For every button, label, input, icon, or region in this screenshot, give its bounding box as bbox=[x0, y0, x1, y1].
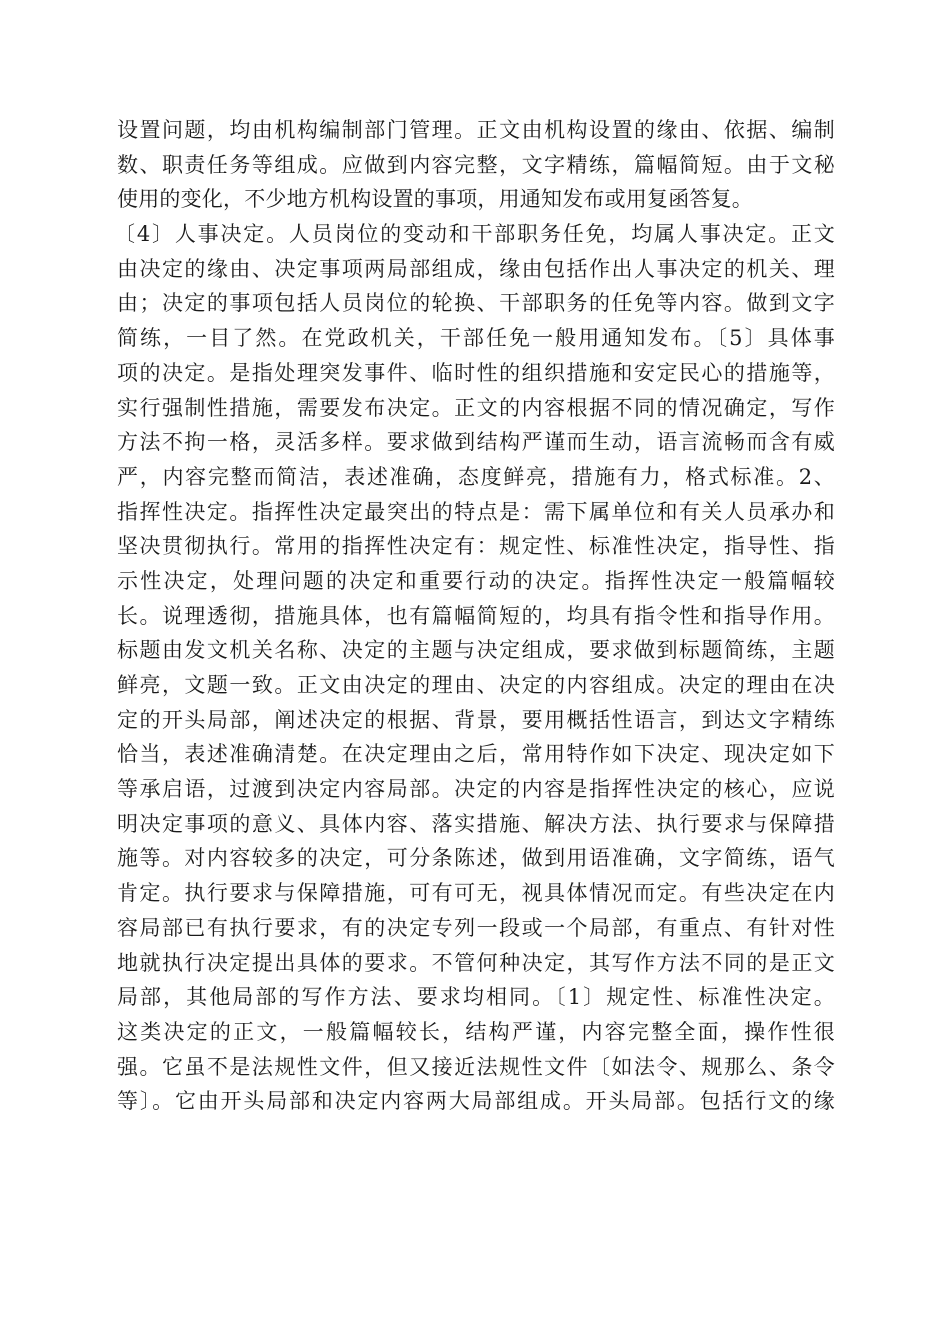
text-line: 由；决定的事项包括人员岗位的轮换、干部职务的任免等内容。做到文字 bbox=[117, 291, 835, 316]
text-line: 恰当，表述准确清楚。在决定理由之后，常用特作如下决定、现决定如下 bbox=[117, 742, 835, 767]
text-line: 设置问题，均由机构编制部门管理。正文由机构设置的缘由、依据、编制 bbox=[117, 118, 835, 142]
text-line: 坚决贯彻执行。常用的指挥性决定有：规定性、标准性决定，指导性、指 bbox=[117, 534, 835, 559]
text-line: 施等。对内容较多的决定，可分条陈述，做到用语准确，文字简练，语气 bbox=[117, 846, 835, 871]
text-line: 等〕。它由开头局部和决定内容两大局部组成。开头局部。包括行文的缘 bbox=[117, 1089, 835, 1114]
text-line: 简练，一目了然。在党政机关，干部任免一般用通知发布。〔5〕具体事 bbox=[117, 326, 835, 351]
body-text bbox=[114, 113, 835, 1119]
text-line: 由决定的缘由、决定事项两局部组成，缘由包括作出人事决定的机关、理 bbox=[117, 256, 835, 281]
text-line: 使用的变化，不少地方机构设置的事项，用通知发布或用复函答复。 bbox=[117, 187, 753, 212]
text-line: 地就执行决定提出具体的要求。不管何种决定，其写作方法不同的是正文 bbox=[117, 950, 835, 975]
text-line: 定的开头局部，阐述决定的根据、背景，要用概括性语言，到达文字精练 bbox=[117, 707, 835, 732]
text-line: 这类决定的正文，一般篇幅较长，结构严谨，内容完整全面，操作性很 bbox=[117, 1019, 835, 1044]
text-line: 鲜亮，文题一致。正文由决定的理由、决定的内容组成。决定的理由在决 bbox=[117, 673, 835, 697]
text-line: 指挥性决定。指挥性决定最突出的特点是：需下属单位和有关人员承办和 bbox=[117, 499, 835, 524]
text-line: 明决定事项的意义、具体内容、落实措施、解决方法、执行要求与保障措 bbox=[117, 811, 835, 836]
text-line: 等承启语，过渡到决定内容局部。决定的内容是指挥性决定的核心，应说 bbox=[117, 777, 835, 802]
text-line: 实行强制性措施，需要发布决定。正文的内容根据不同的情况确定，写作 bbox=[117, 395, 835, 420]
text-line: 标题由发文机关名称、决定的主题与决定组成，要求做到标题简练，主题 bbox=[117, 638, 835, 663]
text-line: 项的决定。是指处理突发事件、临时性的组织措施和安定民心的措施等， bbox=[117, 360, 835, 385]
text-line: 示性决定，处理问题的决定和重要行动的决定。指挥性决定一般篇幅较 bbox=[117, 568, 835, 593]
text-line: 严，内容完整而简洁，表述准确，态度鲜亮，措施有力，格式标准。2、 bbox=[117, 464, 835, 489]
text-line: 容局部已有执行要求，有的决定专列一段或一个局部，有重点、有针对性 bbox=[117, 915, 835, 940]
text-line: 强。它虽不是法规性文件，但又接近法规性文件〔如法令、规那么、条令 bbox=[117, 1054, 835, 1079]
text-line: 局部，其他局部的写作方法、要求均相同。〔1〕规定性、标准性决定。 bbox=[117, 985, 835, 1010]
text-line: 肯定。执行要求与保障措施，可有可无，视具体情况而定。有些决定在内 bbox=[117, 881, 835, 906]
text-line: 方法不拘一格，灵活多样。要求做到结构严谨而生动，语言流畅而含有威 bbox=[117, 430, 835, 455]
text-line: 〔4〕人事决定。人员岗位的变动和干部职务任免，均属人事决定。正文 bbox=[114, 222, 835, 247]
text-line: 数、职责任务等组成。应做到内容完整，文字精练，篇幅简短。由于文秘 bbox=[117, 152, 835, 177]
text-line: 长。说理透彻，措施具体，也有篇幅简短的，均具有指令性和指导作用。 bbox=[117, 603, 835, 628]
